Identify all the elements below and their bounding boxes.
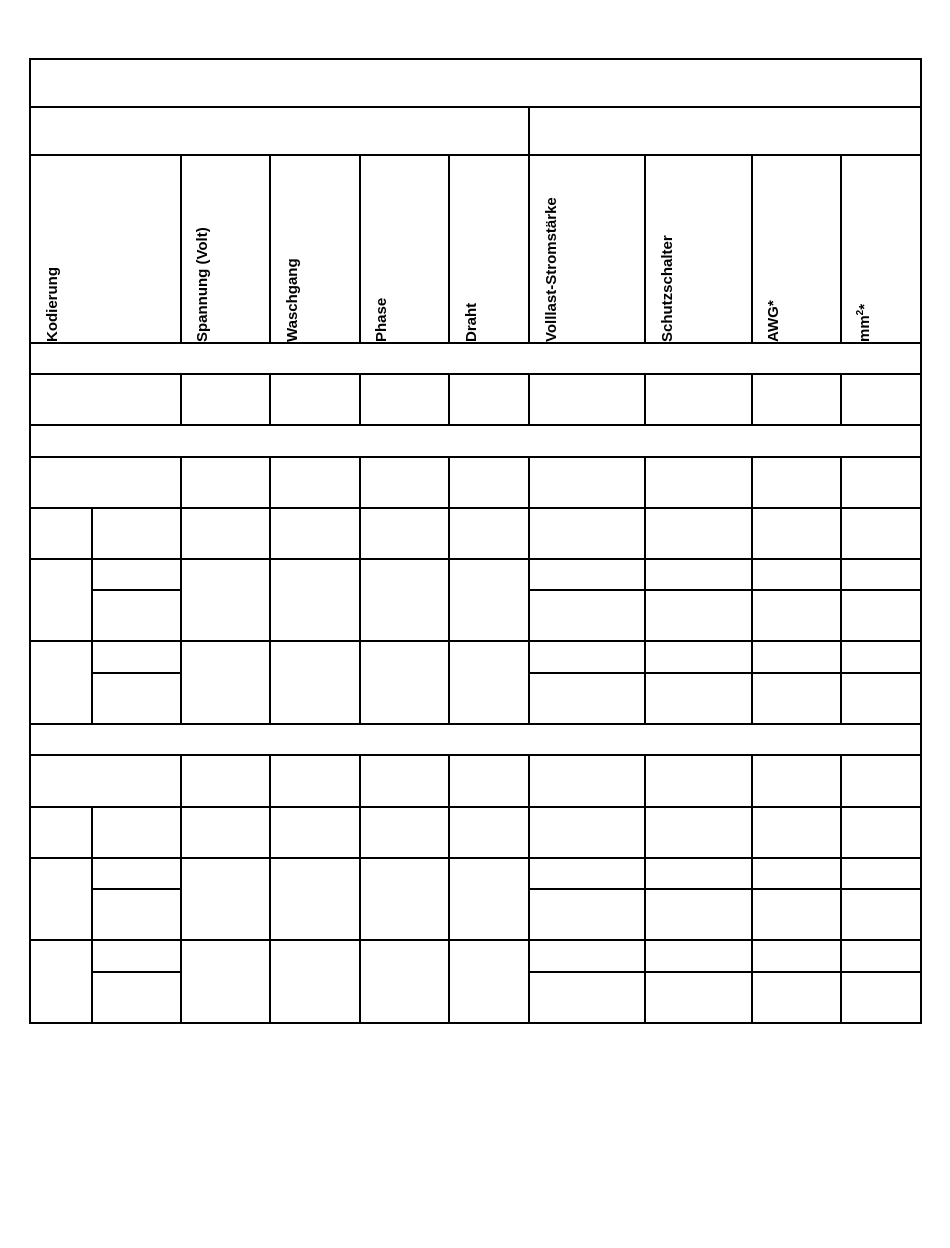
header-mm2 — [855, 304, 877, 342]
header-awg: AWG* — [765, 300, 782, 342]
header-mm2-base: mm — [856, 315, 873, 342]
header-schutzschalter: Schutzschalter — [659, 235, 676, 342]
header-phase: Phase — [373, 297, 390, 342]
header-mm2-suffix: * — [856, 303, 873, 310]
header-draht: Draht — [463, 302, 480, 342]
header-spannung: Spannung (Volt) — [194, 227, 211, 342]
header-kodierung: Kodierung — [44, 267, 61, 342]
header-volllast-stromstaerke: Volllast-Stromstärke — [543, 197, 560, 342]
header-mm2-superscript: 2 — [855, 309, 866, 316]
header-waschgang: Waschgang — [284, 258, 301, 342]
